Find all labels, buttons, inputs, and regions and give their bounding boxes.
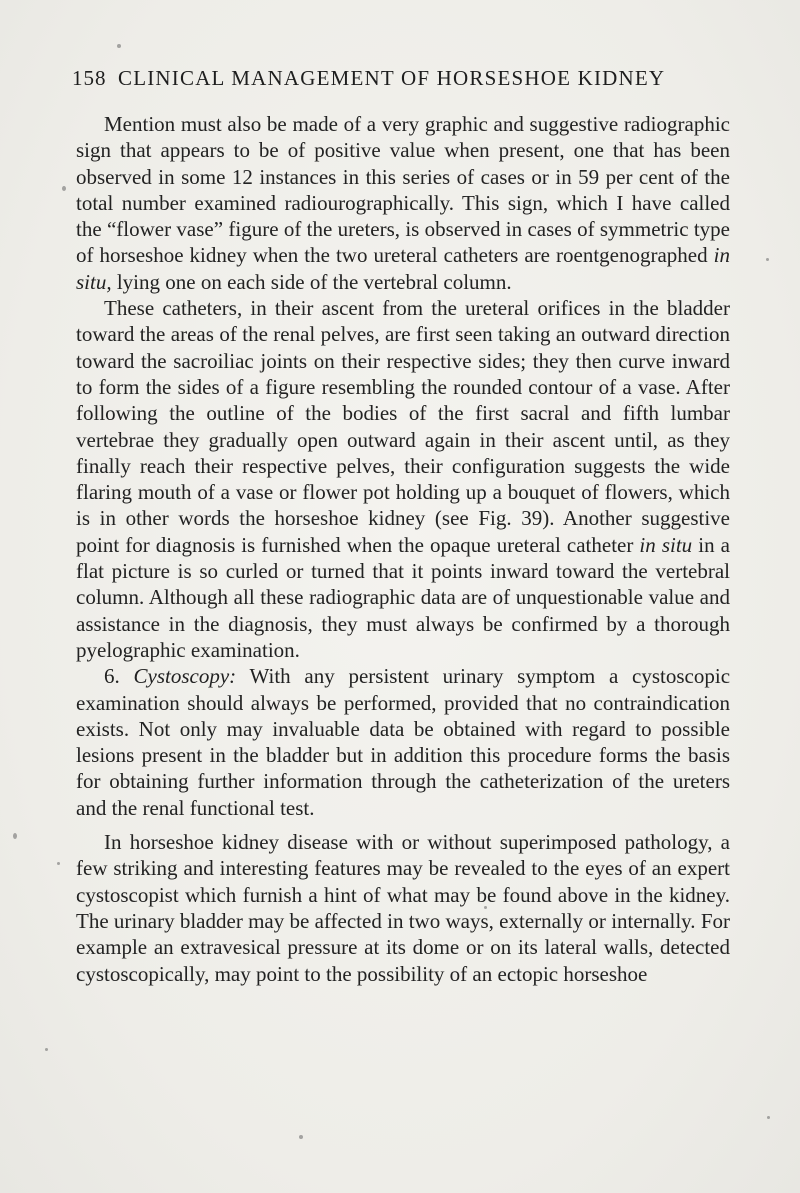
text-segment: 6. <box>104 664 134 689</box>
running-head: CLINICAL MANAGEMENT OF HORSESHOE KIDNEY <box>118 66 666 90</box>
paragraph-catheters <box>76 295 730 663</box>
italic-segment: in situ <box>639 532 693 557</box>
paragraph-horseshoe-disease <box>76 829 730 987</box>
page-header <box>72 66 732 96</box>
text-segment: in a flat picture is so curled or turned that it points inward toward the vertebral column. Although all these radiographic data are of unquestionable value and assistance in the diagnosis, they must always be confirmed by a thorough pyelographic examination. <box>76 532 730 662</box>
page-number: 158 <box>72 66 107 90</box>
text-segment: These catheters, in their ascent from the ureteral orifices in the bladder toward the areas of the renal pelves, are first seen taking an outward direction toward the sacroiliac joints on their respective sides; they then curve inward to form the sides of a figure resembling the rounded contour of a vase. After following the outline of the bodies of the first sacral and fifth lumbar vertebrae they gradually open outward again in their ascent until, as they finally reach their respective pelves, their configuration suggests the wide flaring mouth of a vase or flower pot holding up a bouquet of flowers, which is in other words the horseshoe kidney (see Fig. 39). Another suggestive point for diagnosis is furnished when the opaque ureteral catheter <box>76 296 730 557</box>
scan-speck <box>299 1135 303 1139</box>
scan-speck <box>45 1048 48 1051</box>
paragraph-cystoscopy <box>76 663 730 821</box>
scan-speck <box>767 1116 770 1119</box>
text-segment: In horseshoe kidney disease with or without superimposed pathology, a few striking and interesting features may be revealed to the eyes of an expert cystoscopist which furnish a hint of what may be found above in the kidney. The urinary bladder may be affected in two ways, externally or internally. For example an extravesical pressure at its dome or on its lateral walls, detected cystoscopically, may point to the possibility of an ectopic horseshoe <box>76 830 730 986</box>
scan-speck <box>13 833 17 839</box>
scan-speck <box>766 258 769 261</box>
text-segment: lying one on each side of the vertebral column. <box>111 269 512 294</box>
scan-speck <box>62 186 66 191</box>
body-text <box>76 111 730 987</box>
text-segment: Mention must also be made of a very graphic and suggestive radiographic sign that appears to be of positive value when present, one that has been observed in some 12 instances in this series of cases or in 59 per cent of the total number examined radiourographically. This sign, which I have called the “flower vase” figure of the ureters, is observed in cases of symmetric type of horseshoe kidney when the two ureteral catheters are roentgenographed <box>76 112 730 268</box>
scan-speck <box>117 44 121 48</box>
section-heading: Cystoscopy: <box>133 664 237 689</box>
scan-speck <box>57 862 60 865</box>
italic-segment: in situ, <box>76 243 730 294</box>
paragraph-flower-vase-sign <box>76 111 730 295</box>
text-segment: With any persistent urinary symptom a cystoscopic examination should always be performed, provided that no contraindication exists. Not only may invaluable data be obtained with regard to possible lesions present in the bladder but in addition this procedure forms the basis for obtaining further information through the catheterization of the ureters and the renal functional test. <box>76 664 731 820</box>
